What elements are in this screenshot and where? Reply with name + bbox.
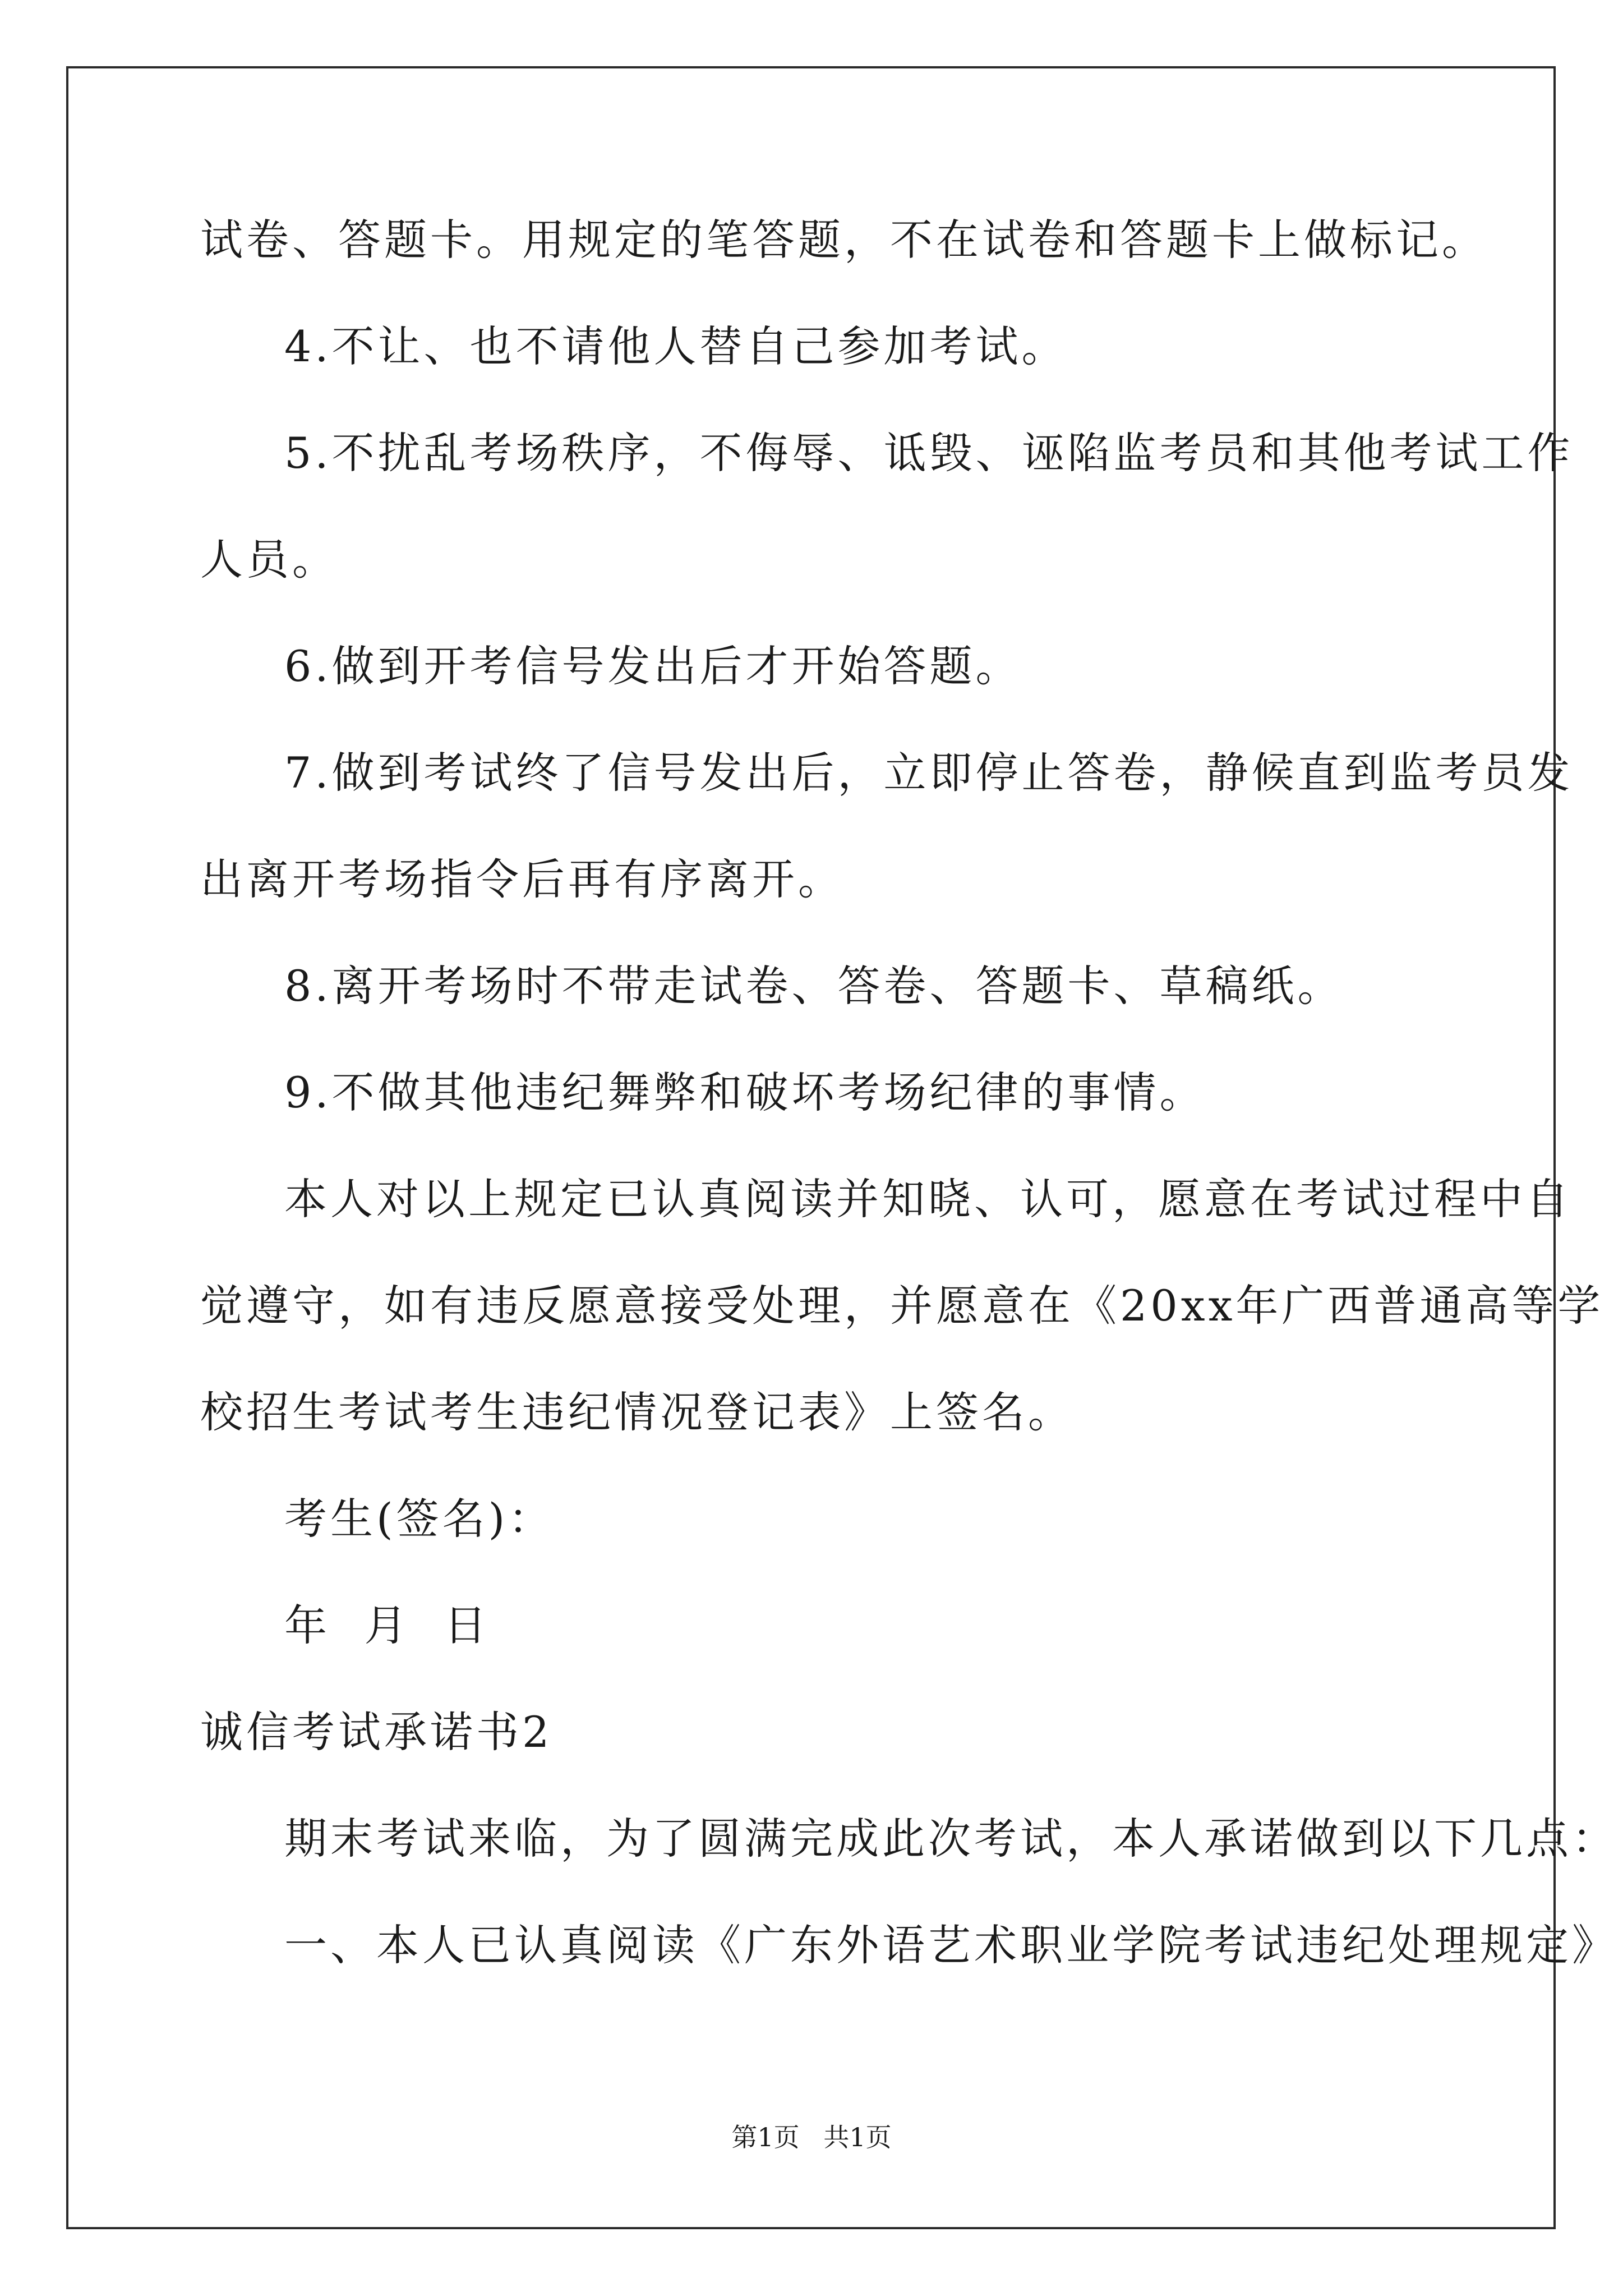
text-line: 人员。 — [200, 535, 338, 585]
text-line: 觉遵守，如有违反愿意接受处理，并愿意在《20xx年广西普通高等学 — [200, 1281, 1604, 1331]
text-line: 本人对以上规定已认真阅读并知晓、认可，愿意在考试过程中自 — [284, 1174, 1572, 1224]
page-footer — [0, 2120, 1623, 2154]
section-heading: 诚信考试承诺书2 — [200, 1707, 553, 1757]
text-line: 5.不扰乱考场秩序，不侮辱、诋毁、诬陷监考员和其他考试工作 — [284, 428, 1574, 478]
text-line: 校招生考试考生违纪情况登记表》上签名。 — [200, 1387, 1074, 1437]
text-line: 7.做到考试终了信号发出后，立即停止答卷，静候直到监考员发 — [284, 748, 1574, 798]
text-line: 8.离开考场时不带走试卷、答卷、答题卡、草稿纸。 — [284, 961, 1344, 1011]
text-line: 一、本人已认真阅读《广东外语艺术职业学院考试违纪处理规定》 — [284, 1920, 1618, 1970]
text-line: 4.不让、也不请他人替自己参加考试。 — [284, 321, 1068, 371]
text-line: 6.做到开考信号发出后才开始答题。 — [284, 641, 1022, 691]
text-line: 试卷、答题卡。用规定的笔答题，不在试卷和答题卡上做标记。 — [200, 215, 1488, 265]
text-line: 出离开考场指令后再有序离开。 — [200, 854, 844, 904]
signature-label: 考生(签名)： — [284, 1494, 555, 1544]
text-line: 9.不做其他违纪舞弊和破坏考场纪律的事情。 — [284, 1068, 1206, 1117]
date-line: 年 月 日 — [284, 1600, 490, 1650]
page-total: 共1页 — [823, 2122, 892, 2152]
text-line: 期末考试来临，为了圆满完成此次考试，本人承诺做到以下几点： — [284, 1814, 1618, 1864]
page-border — [66, 66, 1556, 2229]
page-number: 第1页 — [731, 2122, 800, 2152]
